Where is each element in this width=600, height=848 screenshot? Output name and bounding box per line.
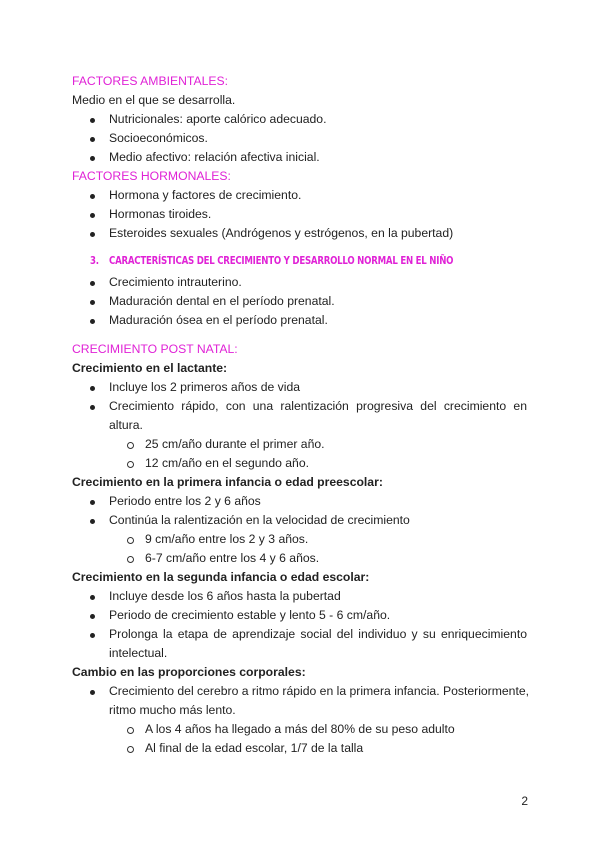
- bullet-dot: [90, 633, 95, 638]
- list-item: Crecimiento del cerebro a ritmo rápido en la primera infancia. Posteriormente, ritmo mucho más lento.: [109, 684, 529, 717]
- bullet-dot: [90, 614, 95, 619]
- list-item: Esteroides sexuales (Andrógenos y estrógenos, en la pubertad): [109, 226, 454, 240]
- bullet-dot: [90, 156, 95, 161]
- sub-bullet-circle: [127, 746, 134, 753]
- list-item: Hormonas tiroides.: [109, 207, 212, 221]
- bullet-dot: [90, 137, 95, 142]
- list-item: Prolonga la etapa de aprendizaje social del individuo y su enriquecimiento intelectual.: [109, 627, 527, 660]
- section3-heading: CARACTERÍSTICAS DEL CRECIMIENTO Y DESARROLLO NORMAL EN EL NIÑO: [109, 255, 454, 267]
- sub-list-item: 12 cm/año en el segundo año.: [145, 456, 309, 470]
- list-item: Nutricionales: aporte calórico adecuado.: [109, 112, 327, 126]
- bullet-dot: [90, 386, 95, 391]
- factores-ambientales-heading: FACTORES AMBIENTALES:: [72, 74, 228, 88]
- list-item: Crecimiento rápido, con una ralentización progresiva del crecimiento en altura.: [109, 399, 527, 432]
- bullet-dot: [90, 405, 95, 410]
- escolar-heading: Crecimiento en la segunda infancia o edad escolar:: [72, 570, 370, 584]
- list-item: Continúa la ralentización en la velocidad de crecimiento: [109, 513, 410, 527]
- list-item: Socioeconómicos.: [109, 131, 208, 145]
- sub-bullet-circle: [127, 556, 134, 563]
- list-item: Periodo entre los 2 y 6 años: [109, 494, 261, 508]
- bullet-dot: [90, 519, 95, 524]
- list-item: Maduración dental en el período prenatal.: [109, 294, 335, 308]
- factores-ambientales-intro: Medio en el que se desarrolla.: [72, 93, 236, 107]
- bullet-dot: [90, 194, 95, 199]
- sub-bullet-circle: [127, 461, 134, 468]
- sub-bullet-circle: [127, 537, 134, 544]
- bullet-dot: [90, 281, 95, 286]
- bullet-dot: [90, 300, 95, 305]
- sub-list-item: A los 4 años ha llegado a más del 80% de su peso adulto: [145, 722, 455, 736]
- list-item: Maduración ósea en el período prenatal.: [109, 313, 328, 327]
- list-item: Hormona y factores de crecimiento.: [109, 188, 302, 202]
- post-natal-heading: CRECIMIENTO POST NATAL:: [72, 342, 238, 356]
- sub-bullet-circle: [127, 727, 134, 734]
- page-number: 2: [521, 794, 528, 808]
- sub-bullet-circle: [127, 442, 134, 449]
- bullet-dot: [90, 118, 95, 123]
- bullet-dot: [90, 213, 95, 218]
- sub-list-item: Al final de la edad escolar, 1/7 de la talla: [145, 741, 364, 755]
- bullet-dot: [90, 232, 95, 237]
- section3-number: 3.: [90, 255, 99, 267]
- sub-list-item: 6-7 cm/año entre los 4 y 6 años.: [145, 551, 320, 565]
- bullet-dot: [90, 595, 95, 600]
- bullet-dot: [90, 500, 95, 505]
- factores-hormonales-heading: FACTORES HORMONALES:: [72, 169, 231, 183]
- lactante-heading: Crecimiento en el lactante:: [72, 361, 228, 375]
- list-item: Periodo de crecimiento estable y lento 5 - 6 cm/año.: [109, 608, 391, 622]
- list-item: Incluye desde los 6 años hasta la pubertad: [109, 589, 341, 603]
- sub-list-item: 25 cm/año durante el primer año.: [145, 437, 325, 451]
- proporciones-heading: Cambio en las proporciones corporales:: [72, 665, 306, 679]
- preescolar-heading: Crecimiento en la primera infancia o edad preescolar:: [72, 475, 383, 489]
- sub-list-item: 9 cm/año entre los 2 y 3 años.: [145, 532, 309, 546]
- list-item: Crecimiento intrauterino.: [109, 275, 242, 289]
- list-item: Medio afectivo: relación afectiva inicial.: [109, 150, 320, 164]
- list-item: Incluye los 2 primeros años de vida: [109, 380, 301, 394]
- bullet-dot: [90, 319, 95, 324]
- bullet-dot: [90, 690, 95, 695]
